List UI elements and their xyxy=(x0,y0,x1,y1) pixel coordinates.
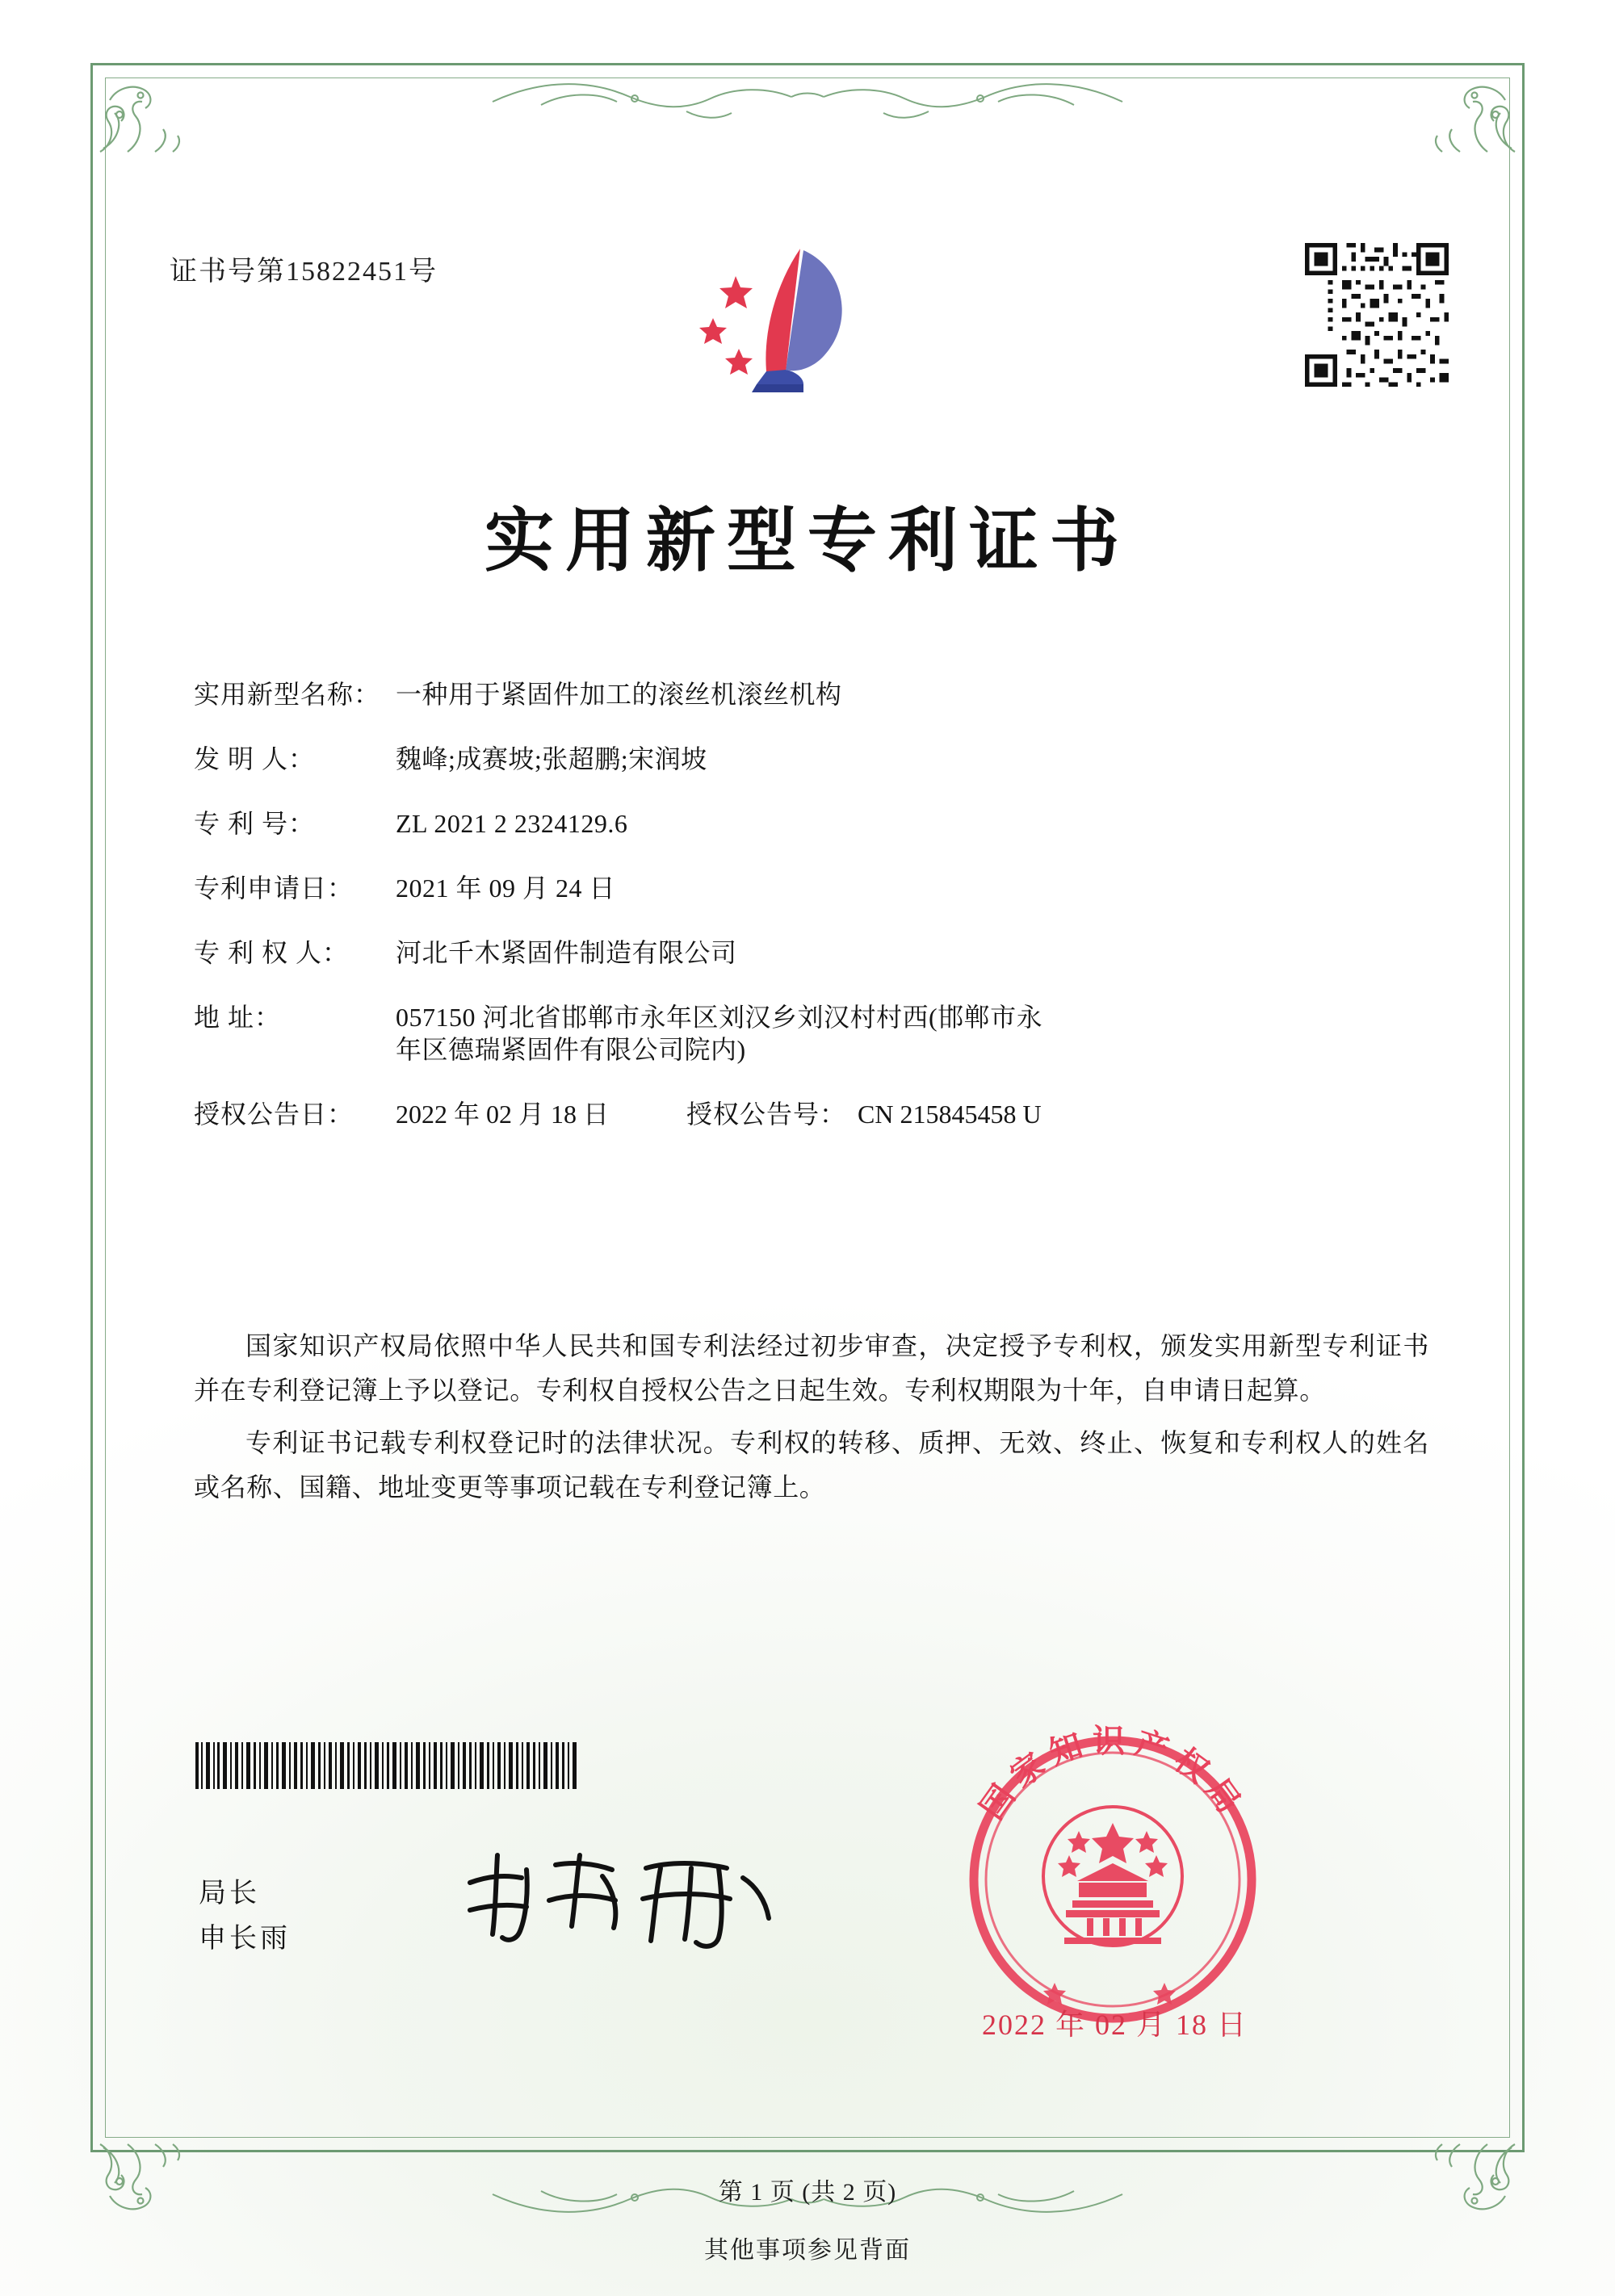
certificate-number: 证书号第15822451号 xyxy=(170,257,438,287)
field-label: 专利申请日： xyxy=(194,874,354,903)
grant-number-value: CN 215845458 U xyxy=(858,1100,1042,1129)
field-value: ZL 2021 2 2324129.6 xyxy=(396,809,628,838)
qr-code-icon xyxy=(1300,238,1454,392)
legal-text-block xyxy=(194,1324,1429,1518)
field-patentee xyxy=(194,936,1421,969)
field-value: 河北千木紧固件制造有限公司 xyxy=(396,938,737,967)
field-label: 地 址： xyxy=(194,1003,282,1032)
field-value: 魏峰;成赛坡;张超鹏;宋润坡 xyxy=(396,744,707,773)
cnipa-logo-icon xyxy=(682,234,900,416)
svg-text:国家知识产权局: 国家知识产权局 xyxy=(972,1722,1253,1827)
back-side-note: 其他事项参见背面 xyxy=(704,2237,911,2264)
page-title: 实用新型专利证书 xyxy=(484,500,1130,581)
handwritten-signature-icon xyxy=(452,1841,791,1954)
field-value xyxy=(396,1001,1421,1066)
page-indicator: 第 1 页 (共 2 页) xyxy=(718,2179,897,2206)
paragraph-1: 国家知识产权局依照中华人民共和国专利法经过初步审查，决定授予专利权，颁发实用新型专利证书并在专利登记簿上予以登记。专利权自授权公告之日起生效。专利权期限为十年，自申请日起算。 xyxy=(194,1331,1429,1406)
address-line-2: 年区德瑞紧固件有限公司院内) xyxy=(396,1035,746,1064)
top-scroll-ornament-icon xyxy=(444,69,1171,126)
field-label: 专 利 号： xyxy=(194,809,316,838)
field-patent-number xyxy=(194,807,1421,840)
field-inventors xyxy=(194,743,1421,775)
director-title: 局长 xyxy=(199,1879,260,1908)
field-value: 一种用于紧固件加工的滚丝机滚丝机构 xyxy=(396,680,842,709)
grant-date-label: 授权公告日： xyxy=(194,1100,354,1129)
seal-date: 2022 年 02 月 18 日 xyxy=(982,2009,1248,2041)
field-label: 实用新型名称： xyxy=(194,680,381,709)
paragraph-2: 专利证书记载专利权登记时的法律状况。专利权的转移、质押、无效、终止、恢复和专利权人的姓名或名称、国籍、地址变更等事项记载在专利登记簿上。 xyxy=(194,1428,1429,1502)
official-red-seal-icon xyxy=(943,1710,1282,2049)
grant-number-label: 授权公告号： xyxy=(686,1100,847,1129)
fields-block xyxy=(194,678,1421,1163)
field-grant-announcement xyxy=(194,1098,1421,1130)
barcode-icon xyxy=(195,1742,607,1789)
field-label: 专 利 权 人： xyxy=(194,938,350,967)
grant-date-value: 2022 年 02 月 18 日 xyxy=(396,1100,610,1129)
director-name: 申长雨 xyxy=(199,1924,291,1955)
field-application-date xyxy=(194,872,1421,904)
field-address xyxy=(194,1001,1421,1066)
field-value: 2021 年 09 月 24 日 xyxy=(396,874,616,903)
field-label: 发 明 人： xyxy=(194,744,316,773)
address-line-1: 057150 河北省邯郸市永年区刘汉乡刘汉村村西(邯郸市永 xyxy=(396,1003,1043,1032)
signature-labels xyxy=(199,1871,291,1962)
field-utility-model-name xyxy=(194,678,1421,710)
